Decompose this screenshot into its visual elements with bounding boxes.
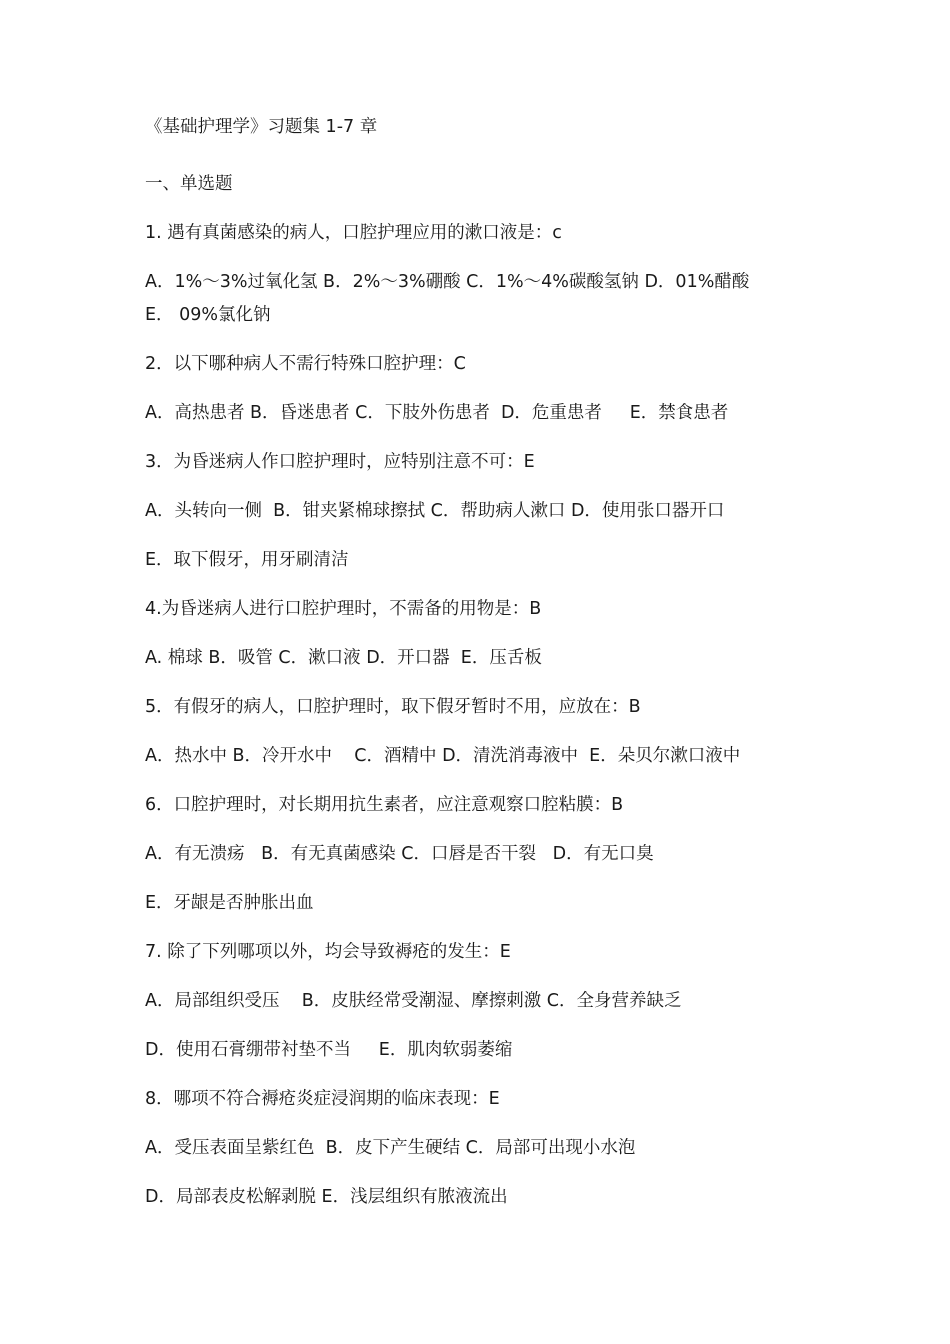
question-3-options-a: A．头转向一侧 B．钳夹紧棉球擦拭 C．帮助病人漱口 D．使用张口器开口 xyxy=(145,501,725,521)
document-title: 《基础护理学》习题集 1-7 章 xyxy=(145,117,378,137)
question-1: 1. 遇有真菌感染的病人，口腔护理应用的漱口液是：c xyxy=(145,223,562,243)
question-3-options-b: E．取下假牙，用牙刷清洁 xyxy=(145,550,349,570)
question-6: 6．口腔护理时，对长期用抗生素者，应注意观察口腔粘膜：B xyxy=(145,795,624,815)
question-4: 4.为昏迷病人进行口腔护理时，不需备的用物是：B xyxy=(145,599,542,619)
question-7-options-b: D．使用石膏绷带衬垫不当 E．肌肉软弱萎缩 xyxy=(145,1040,513,1060)
question-8-options-a: A．受压表面呈紫红色 B．皮下产生硬结 C．局部可出现小水泡 xyxy=(145,1138,636,1158)
question-1-options-a: A．1%～3%过氧化氢 B．2%～3%硼酸 C．1%～4%碳酸氢钠 D．01%醋酸 xyxy=(145,272,750,292)
document-page xyxy=(145,112,825,1231)
question-2: 2．以下哪种病人不需行特殊口腔护理：C xyxy=(145,354,466,374)
question-2-options: A．高热患者 B．昏迷患者 C．下肢外伤患者 D．危重患者 E．禁食患者 xyxy=(145,403,729,423)
question-5: 5．有假牙的病人，口腔护理时，取下假牙暂时不用，应放在：B xyxy=(145,697,641,717)
question-7: 7. 除了下列哪项以外，均会导致褥疮的发生：E xyxy=(145,942,511,962)
question-1-options-b: E． 09%氯化钠 xyxy=(145,305,271,325)
question-4-options: A. 棉球 B．吸管 C．漱口液 D．开口器 E．压舌板 xyxy=(145,648,542,668)
question-3: 3．为昏迷病人作口腔护理时，应特别注意不可：E xyxy=(145,452,535,472)
question-6-options-a: A．有无溃疡 B．有无真菌感染 C．口唇是否干裂 D．有无口臭 xyxy=(145,844,654,864)
question-8: 8．哪项不符合褥疮炎症浸润期的临床表现：E xyxy=(145,1089,500,1109)
question-7-options-a: A．局部组织受压 B．皮肤经常受潮湿、摩擦刺激 C．全身营养缺乏 xyxy=(145,991,682,1011)
question-5-options: A．热水中 B．冷开水中 C．酒精中 D．清洗消毒液中 E．朵贝尔漱口液中 xyxy=(145,746,741,766)
question-8-options-b: D．局部表皮松解剥脱 E．浅层组织有脓液流出 xyxy=(145,1187,508,1207)
question-6-options-b: E．牙龈是否肿胀出血 xyxy=(145,893,314,913)
section-heading: 一、单选题 xyxy=(145,174,233,194)
